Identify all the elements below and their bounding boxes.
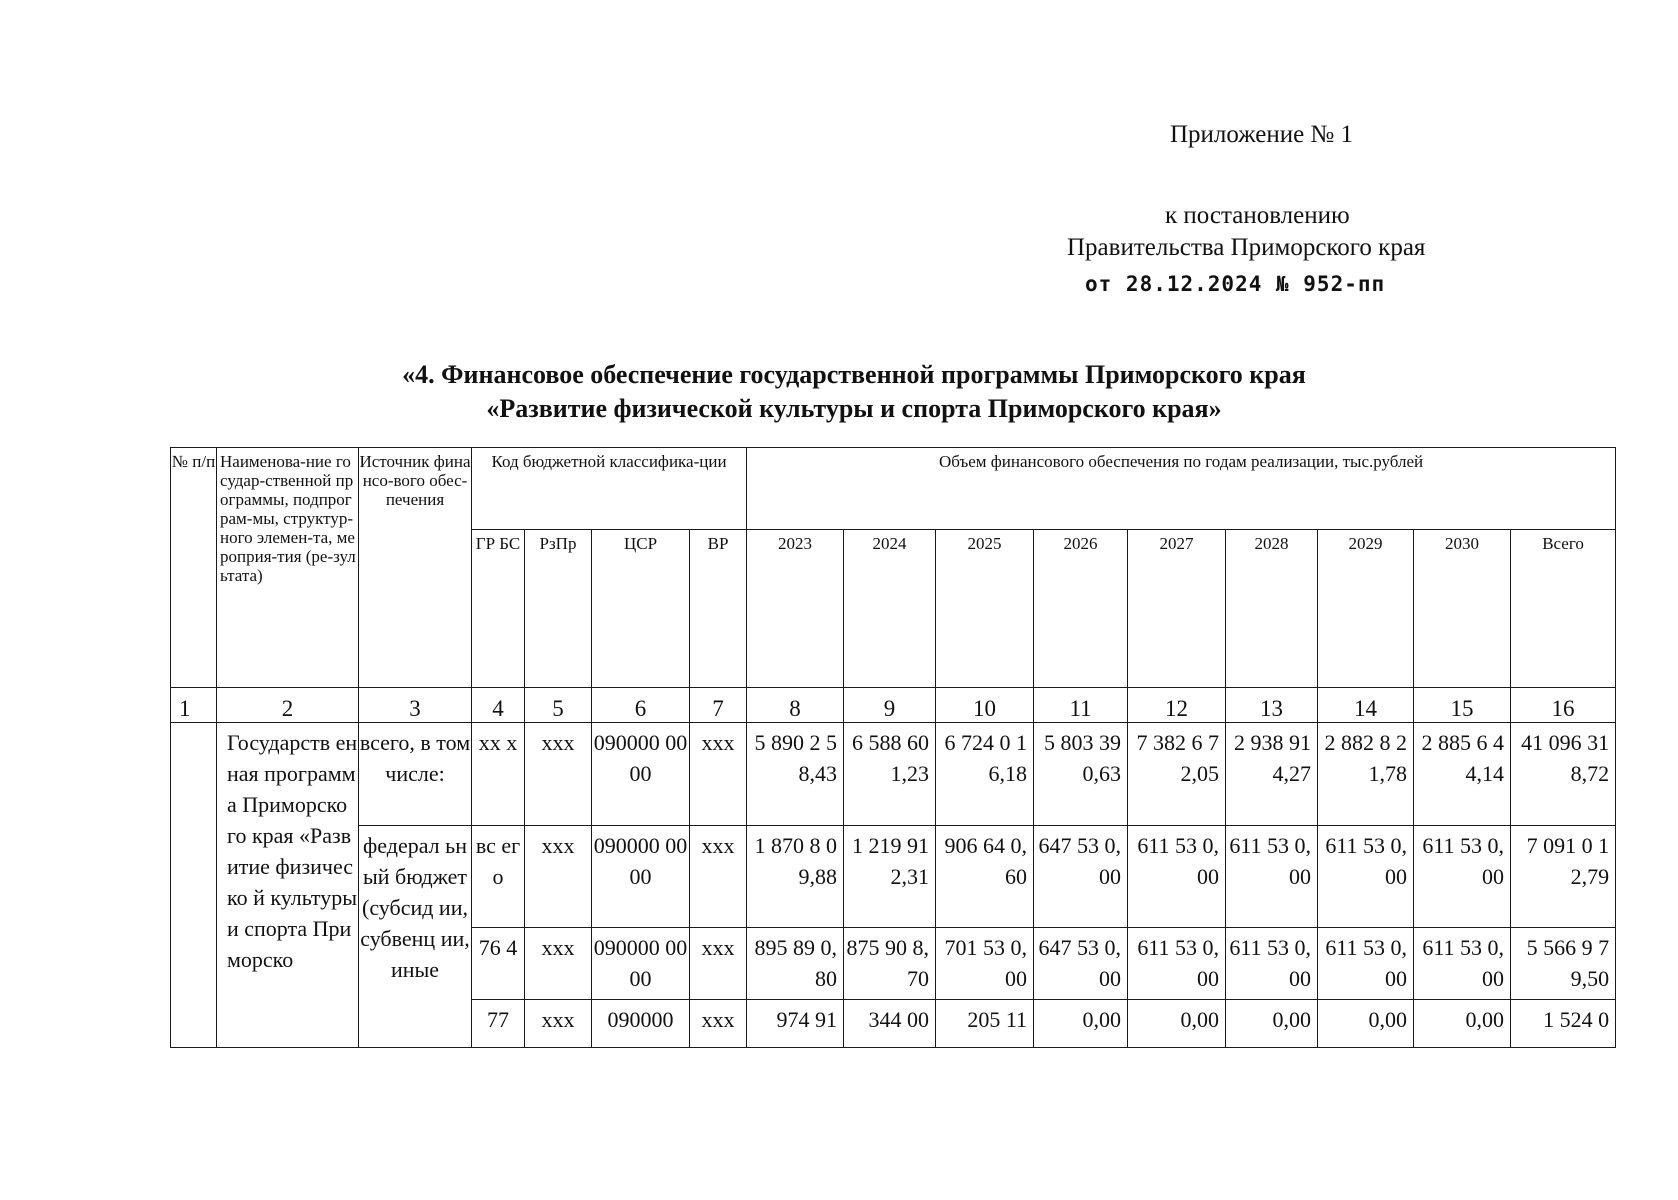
rzpr-cell: xxx [525,723,592,826]
value-cell: 7 382 6 72,05 [1128,723,1226,826]
col-number: 13 [1226,688,1318,723]
col-number: 4 [472,688,525,723]
value-cell: 6 724 0 16,18 [936,723,1034,826]
col-number: 2 [217,688,359,723]
value-cell: 0,00 [1128,1000,1226,1048]
vr-cell: xxx [690,826,747,928]
value-cell: 0,00 [1226,1000,1318,1048]
value-cell: 2 882 8 21,78 [1318,723,1414,826]
col-number: 14 [1318,688,1414,723]
table-header-row-1 [171,448,1616,530]
value-cell: 5 566 9 79,50 [1511,928,1616,1000]
value-cell: 0,00 [1414,1000,1511,1048]
value-cell: 611 53 0,00 [1128,928,1226,1000]
rzpr-cell: xxx [525,826,592,928]
value-cell: 906 64 0,60 [936,826,1034,928]
value-cell: 647 53 0,00 [1034,928,1128,1000]
value-cell: 895 89 0,80 [747,928,844,1000]
vr-cell: xxx [690,723,747,826]
head-year: 2028 [1226,530,1318,688]
decree-date-stamp: от 28.12.2024 № 952-пп [1085,272,1386,296]
csr-cell: 090000 0000 [592,826,690,928]
title-line-2: «Развитие физической культуры и спорта Приморского края» [486,394,1222,423]
head-year: 2024 [844,530,936,688]
rzpr-cell: xxx [525,1000,592,1048]
value-cell: 0,00 [1318,1000,1414,1048]
head-num: № п/п [171,448,217,688]
col-number: 5 [525,688,592,723]
value-cell: 41 096 318,72 [1511,723,1616,826]
value-cell: 7 091 0 12,79 [1511,826,1616,928]
grbs-cell: xx x [472,723,525,826]
col-number: 8 [747,688,844,723]
value-cell: 344 00 [844,1000,936,1048]
grbs-cell: 77 [472,1000,525,1048]
source-cell: федерал ьный бюджет (субсид ии, субвенц ии, иные [359,826,472,1048]
row-num-cell [171,723,217,1048]
head-year: 2026 [1034,530,1128,688]
to-decree-label: к постановлению [1165,202,1350,229]
value-cell: 611 53 0,00 [1318,826,1414,928]
head-volume: Объем финансового обеспечения по годам реализации, тыс.рублей [747,448,1616,530]
head-year: 2025 [936,530,1034,688]
table-row [171,723,1616,826]
head-year: 2023 [747,530,844,688]
head-total: Всего [1511,530,1616,688]
value-cell: 974 91 [747,1000,844,1048]
program-name: Государств енная программа Приморско го края «Развитие физическо й культуры и спорта Приморско [217,723,359,1048]
grbs-cell: 76 4 [472,928,525,1000]
vr-cell: xxx [690,928,747,1000]
col-number: 1 [171,688,217,723]
appendix-label: Приложение № 1 [1170,121,1354,148]
government-label: Правительства Приморского края [1067,234,1426,261]
title-line-1: «4. Финансовое обеспечение государственной программы Приморского края [402,360,1306,389]
value-cell: 611 53 0,00 [1414,826,1511,928]
col-number: 9 [844,688,936,723]
csr-cell: 090000 0000 [592,723,690,826]
head-grbs: ГР БС [472,530,525,688]
rzpr-cell: xxx [525,928,592,1000]
head-budget-code: Код бюджетной классифика-ции [472,448,747,530]
grbs-cell: вс ег о [472,826,525,928]
head-year: 2027 [1128,530,1226,688]
csr-cell: 090000 [592,1000,690,1048]
head-rzpr: РзПр [525,530,592,688]
col-number: 12 [1128,688,1226,723]
value-cell: 205 11 [936,1000,1034,1048]
value-cell: 2 885 6 44,14 [1414,723,1511,826]
head-name: Наименова-ние государ-ственной программы, подпрограм-мы, структур-ного элемен-та, мероприя-тия (ре-зультата) [217,448,359,688]
head-csr: ЦСР [592,530,690,688]
value-cell: 5 890 2 58,43 [747,723,844,826]
col-number: 16 [1511,688,1616,723]
value-cell: 1 219 912,31 [844,826,936,928]
value-cell: 5 803 390,63 [1034,723,1128,826]
source-cell: всего, в том числе: [359,723,472,826]
value-cell: 0,00 [1034,1000,1128,1048]
col-number: 3 [359,688,472,723]
col-number: 15 [1414,688,1511,723]
table-row [171,826,1616,928]
head-vr: ВР [690,530,747,688]
vr-cell: xxx [690,1000,747,1048]
document-title [0,358,1678,426]
col-number: 7 [690,688,747,723]
value-cell: 6 588 601,23 [844,723,936,826]
head-year: 2029 [1318,530,1414,688]
value-cell: 611 53 0,00 [1226,826,1318,928]
head-source: Источник финансо-вого обес-печения [359,448,472,688]
value-cell: 611 53 0,00 [1226,928,1318,1000]
value-cell: 1 870 8 09,88 [747,826,844,928]
csr-cell: 090000 0000 [592,928,690,1000]
value-cell: 611 53 0,00 [1128,826,1226,928]
col-number: 6 [592,688,690,723]
value-cell: 701 53 0,00 [936,928,1034,1000]
head-year: 2030 [1414,530,1511,688]
value-cell: 647 53 0,00 [1034,826,1128,928]
financing-table [170,447,1616,1048]
col-number: 10 [936,688,1034,723]
column-number-row [171,688,1616,723]
value-cell: 1 524 0 [1511,1000,1616,1048]
col-number: 11 [1034,688,1128,723]
value-cell: 611 53 0,00 [1318,928,1414,1000]
value-cell: 611 53 0,00 [1414,928,1511,1000]
value-cell: 875 90 8,70 [844,928,936,1000]
value-cell: 2 938 914,27 [1226,723,1318,826]
